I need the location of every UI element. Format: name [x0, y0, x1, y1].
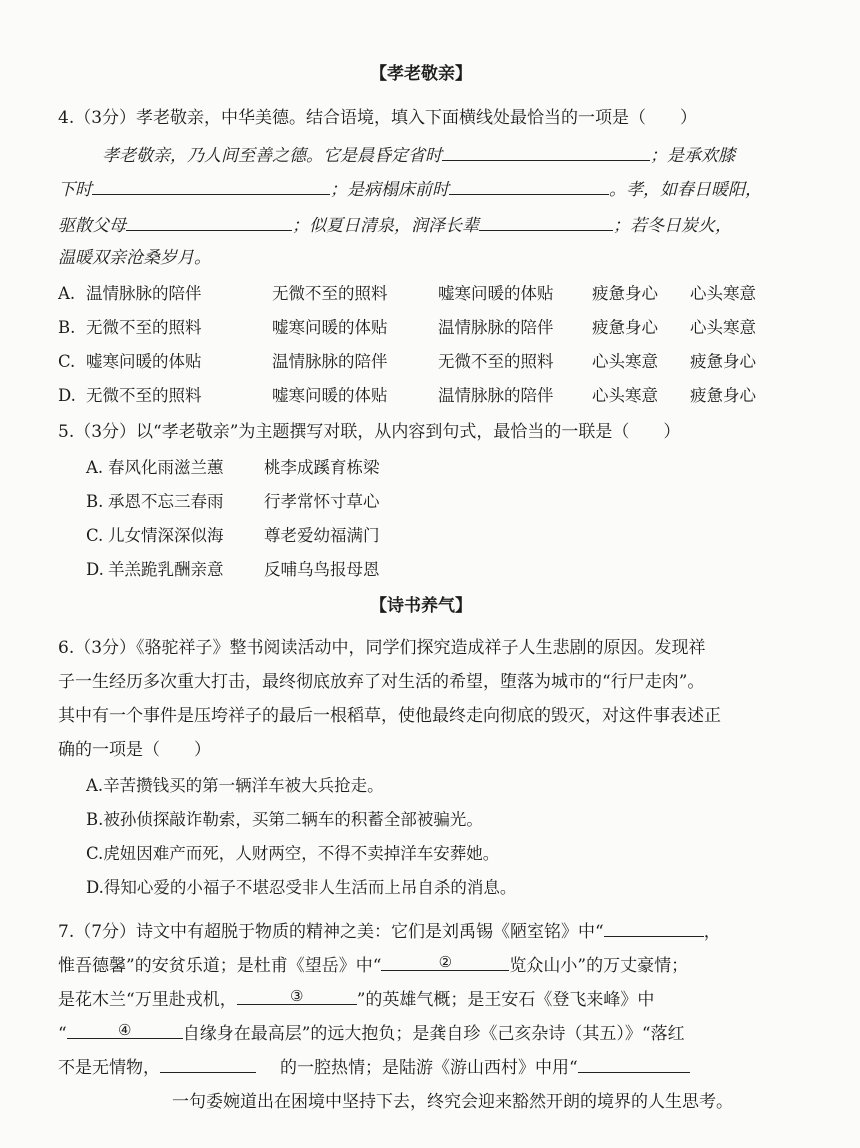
q7-blank-5[interactable]	[160, 1054, 256, 1073]
q6-stem-line1: 6.（3分）《骆驼祥子》整书阅读活动中，同学们探究造成祥子人生悲剧的原因。发现祥	[58, 638, 706, 658]
q4-passage-line4: 温暖双亲沧桑岁月。	[58, 248, 211, 268]
q7-blank-2[interactable]	[381, 952, 509, 971]
q4-option-label[interactable]: D.	[58, 386, 76, 405]
q6-option[interactable]: A.辛苦攒钱买的第一辆洋车被大兵抢走。	[86, 776, 384, 795]
q5-option-left-line: 春风化雨滋兰蕙	[108, 458, 224, 477]
q7-text: “	[58, 1024, 67, 1044]
q6-option[interactable]: C.虎妞因难产而死，人财两空，不得不卖掉洋车安葬她。	[86, 844, 500, 863]
q5-option-label[interactable]: A.	[86, 458, 104, 477]
q5-option-label[interactable]: C.	[86, 526, 104, 545]
q4-option-item: 疲惫身心	[592, 318, 658, 337]
q4-passage-line2	[58, 176, 762, 202]
q5-option-right-line: 反哺乌鸟报母恩	[264, 560, 380, 579]
q7-text: ”的英雄气概；是王安石《登飞来峰》中	[356, 990, 655, 1010]
q7-line6: 一句委婉道出在困境中坚持下去，终究会迎来豁然开朗的境界的人生思考。	[172, 1092, 733, 1112]
q5-option-left-line: 羊羔跪乳酬亲意	[108, 560, 224, 579]
q4-option-item: 心头寒意	[592, 352, 658, 371]
q6-option[interactable]: B.被孙侦探敲诈勒索，买第二辆车的积蓄全部被骗光。	[86, 810, 483, 829]
q4-option-item: 心头寒意	[690, 318, 756, 337]
q4-text: ；是病榻床前时	[330, 180, 449, 200]
q4-option-item: 无微不至的照料	[86, 318, 202, 337]
q4-option-item: 疲惫身心	[690, 386, 756, 405]
q4-option-item: 无微不至的照料	[438, 352, 554, 371]
q5-option-right-line: 桃李成蹊育栋梁	[264, 458, 380, 477]
q5-option-label[interactable]: D.	[86, 560, 104, 579]
q4-option-item: 温情脉脉的陪伴	[272, 352, 388, 371]
q4-text: ；是承欢膝	[650, 146, 735, 166]
q6-stem-line4: 确的一项是（ ）	[58, 740, 211, 760]
q7-text: 7.（7分）诗文中有超脱于物质的精神之美：它们是刘禹锡《陋室铭》中“	[58, 922, 604, 942]
q5-option-label[interactable]: B.	[86, 492, 104, 511]
section-heading-poetry: 【诗书养气】	[370, 596, 472, 616]
q4-text: 驱散父母	[58, 216, 126, 236]
q4-text: 下时	[58, 180, 92, 200]
q6-stem-line2: 子一生经历多次重大打击，最终彻底放弃了对生活的希望，堕落为城市的“行尸走肉”。	[58, 672, 705, 692]
blank-number-3: ③	[289, 987, 304, 1005]
q7-text: 自缘身在最高层”的远大抱负；是龚自珍《己亥杂诗（其五）》“落红	[182, 1024, 685, 1044]
q4-blank-4[interactable]	[126, 212, 292, 231]
q7-text: 览众山小”的万丈豪情；	[509, 956, 689, 976]
q7-blank-3[interactable]	[237, 986, 357, 1005]
q7-text: 不是无情物，	[58, 1058, 160, 1078]
q4-text: 孝老敬亲，乃人间至善之德。它是晨昏定省时	[102, 146, 442, 166]
q7-blank-4[interactable]	[67, 1020, 183, 1039]
q7-line1	[58, 918, 721, 944]
q4-blank-1[interactable]	[442, 142, 650, 161]
q7-text: 是花木兰“万里赴戎机，	[58, 990, 237, 1010]
q7-blank-1[interactable]	[604, 918, 704, 937]
q4-blank-2[interactable]	[92, 176, 330, 195]
q4-option-item: 无微不至的照料	[272, 284, 388, 303]
q4-passage-line1	[102, 142, 735, 168]
q7-line2	[58, 952, 688, 978]
q5-option-left-line: 儿女情深深似海	[108, 526, 224, 545]
q4-option-item: 疲惫身心	[690, 352, 756, 371]
q4-option-item: 嘘寒问暖的体贴	[86, 352, 202, 371]
q4-blank-5[interactable]	[479, 212, 613, 231]
q4-option-label[interactable]: A.	[58, 284, 76, 303]
q4-option-item: 嘘寒问暖的体贴	[272, 318, 388, 337]
q4-option-item: 疲惫身心	[592, 284, 658, 303]
q7-line4	[58, 1020, 685, 1046]
blank-number-4: ④	[117, 1021, 132, 1039]
q5-stem: 5.（3分）以“孝老敬亲”为主题撰写对联，从内容到句式，最恰当的一联是（ ）	[58, 422, 681, 442]
q7-text: ，	[703, 922, 721, 942]
q4-option-label[interactable]: B.	[58, 318, 76, 337]
q4-option-item: 心头寒意	[690, 284, 756, 303]
q5-option-right-line: 尊老爱幼福满门	[264, 526, 380, 545]
q7-text: 惟吾德馨”的安贫乐道；是杜甫《望岳》中“	[58, 956, 382, 976]
q4-option-item: 温情脉脉的陪伴	[438, 318, 554, 337]
q7-blank-6[interactable]	[578, 1054, 690, 1073]
q4-text: 。孝，如春日暖阳，	[609, 180, 762, 200]
q4-option-item: 心头寒意	[592, 386, 658, 405]
q4-option-item: 嘘寒问暖的体贴	[272, 386, 388, 405]
q4-option-item: 温情脉脉的陪伴	[438, 386, 554, 405]
q4-text: ；若冬日炭火，	[613, 216, 732, 236]
q4-stem: 4.（3分）孝老敬亲，中华美德。结合语境，填入下面横线处最恰当的一项是（ ）	[58, 108, 698, 128]
q4-option-label[interactable]: C.	[58, 352, 76, 371]
blank-number-2: ②	[438, 953, 453, 971]
q4-passage-line3	[58, 212, 732, 238]
q6-option[interactable]: D.得知心爱的小福子不堪忍受非人生活而上吊自杀的消息。	[86, 878, 517, 897]
q7-line3	[58, 986, 654, 1012]
q5-option-left-line: 承恩不忘三春雨	[108, 492, 224, 511]
section-heading-filial: 【孝老敬亲】	[370, 64, 472, 84]
q7-line5	[58, 1054, 690, 1080]
q4-option-item: 无微不至的照料	[86, 386, 202, 405]
q4-option-item: 温情脉脉的陪伴	[86, 284, 202, 303]
q4-option-item: 嘘寒问暖的体贴	[438, 284, 554, 303]
q4-blank-3[interactable]	[449, 176, 609, 195]
q7-text: 的一腔热情；是陆游《游山西村》中用“	[280, 1058, 578, 1078]
q4-text: ；似夏日清泉，润泽长辈	[292, 216, 479, 236]
q5-option-right-line: 行孝常怀寸草心	[264, 492, 380, 511]
q6-stem-line3: 其中有一个事件是压垮祥子的最后一根稻草，使他最终走向彻底的毁灭，对这件事表述正	[58, 706, 721, 726]
